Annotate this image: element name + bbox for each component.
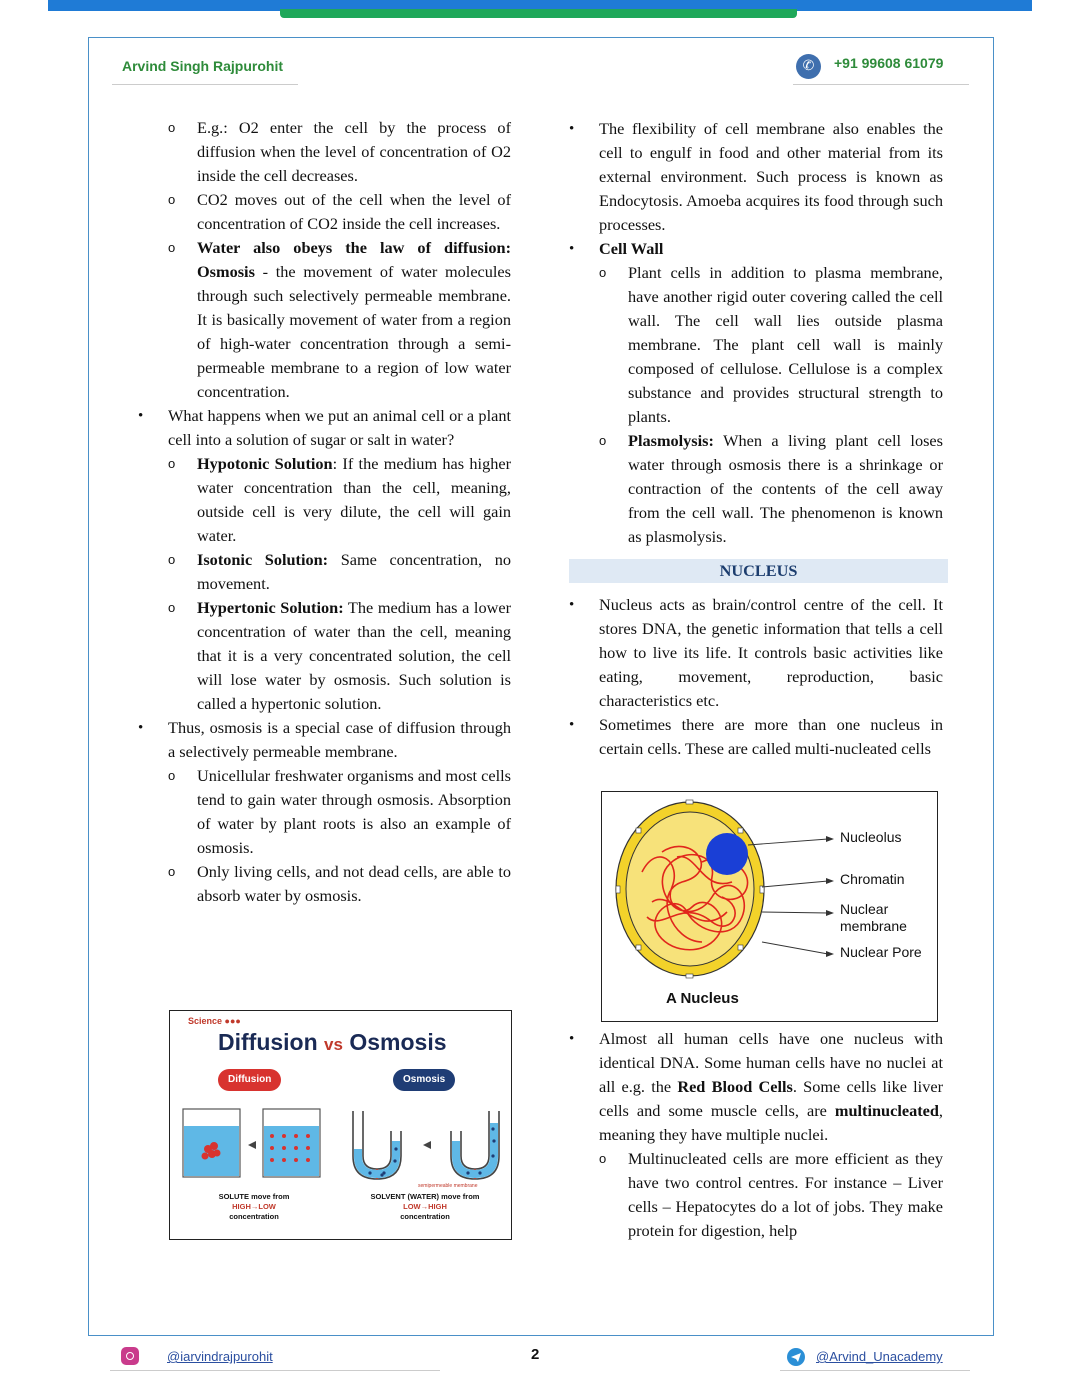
label-chromatin: Chromatin [840, 871, 905, 887]
right-column [569, 117, 943, 761]
text-run: - the movement of water molecules through such selectively permeable membrane. It is basically movement of water from a region of high-water concentration through a semi-permeable membrane to a region of low water concentration. [197, 262, 511, 401]
instagram-icon [121, 1347, 139, 1365]
label-nuclear-pore: Nuclear Pore [840, 944, 922, 960]
text-run: , meaning they have multiple nuclei. [599, 1101, 943, 1144]
text-run: The medium has a lower concentration of water than the cell, meaning that it is a very concentrated solution, the cell will lose water by osmosis. Such solution is called a hypertonic solution. [197, 598, 511, 713]
top-green-tab [280, 9, 797, 18]
diffusion-osmosis-figure [169, 1010, 512, 1240]
nucleus-caption: A Nucleus [666, 990, 739, 1007]
right-column-bottom [569, 1027, 943, 1243]
osmosis-pill: Osmosis [393, 1069, 455, 1091]
text-run: : If the medium has higher water concentration than the cell, meaning, outside cell is very dilute, the cell will gain water. [197, 454, 512, 545]
sub-bullet-item [138, 548, 511, 596]
title-osmosis: Osmosis [349, 1029, 447, 1055]
text-run: Nucleus acts as brain/control centre of the cell. It stores DNA, the genetic information that tells a cell how to live its life. It controls basic activities like eating, movement, reproduction, basic characteristics etc. [599, 595, 943, 710]
right-column-mid [569, 593, 943, 761]
sub-bullet-item [138, 236, 511, 404]
sub-bullet-item [569, 261, 943, 429]
sub-bullet-item [138, 452, 511, 548]
text-run: CO2 moves out of the cell when the level of concentration of CO2 inside the cell increases. [197, 190, 511, 233]
text-run: What happens when we put an animal cell or a plant cell into a solution of sugar or salt in water? [168, 406, 511, 449]
footer-divider-left [110, 1370, 440, 1371]
diffusion-note [200, 1192, 308, 1222]
bullet-item [569, 237, 943, 261]
author-name: Arvind Singh Rajpurohit [122, 58, 283, 74]
telegram-link[interactable]: @Arvind_Unacademy [816, 1349, 943, 1364]
bold-text: Isotonic Solution: [197, 550, 329, 569]
bold-text: Water also obeys the law of diffusion: Osmosis [197, 238, 511, 281]
bold-text: Cell Wall [599, 239, 664, 258]
text-run: Unicellular freshwater organisms and most cells tend to gain water through osmosis. Absorption of water by plant roots is also an example of osmosis. [197, 766, 511, 857]
text-run: Thus, osmosis is a special case of diffusion through a selectively permeable membrane. [168, 718, 511, 761]
diffusion-note-line3: concentration [229, 1212, 279, 1221]
nucleus-heading: NUCLEUS [569, 559, 948, 583]
left-column [138, 116, 511, 908]
sub-bullet-item [138, 860, 511, 908]
text-run: Only living cells, and not dead cells, are able to absorb water by osmosis. [197, 862, 511, 905]
bullet-item [569, 593, 943, 713]
sub-bullet-item [138, 764, 511, 860]
bold-text: Plasmolysis: [628, 431, 714, 450]
bullet-item [569, 1027, 943, 1147]
bold-text: Red Blood Cells [677, 1077, 793, 1096]
bullet-item [138, 404, 511, 452]
sub-bullet-item [569, 1147, 943, 1243]
osmosis-note [358, 1192, 492, 1222]
sub-bullet-item [138, 188, 511, 236]
header-divider-left [112, 84, 298, 85]
phone-icon: ✆ [796, 54, 821, 79]
label-arrowheads [826, 836, 834, 957]
sub-bullet-item [138, 116, 511, 188]
telegram-icon [787, 1348, 805, 1366]
phone-number: +91 99608 61079 [834, 55, 944, 71]
diffusion-note-line1: SOLUTE move from [218, 1192, 290, 1201]
text-run: . Some cells like liver cells and some muscle cells, are [599, 1077, 943, 1120]
figure-title [218, 1029, 447, 1056]
diffusion-pill: Diffusion [218, 1069, 281, 1091]
bullet-item [569, 713, 943, 761]
text-run: Sometimes there are more than one nucleus in certain cells. These are called multi-nucleated cells [599, 715, 943, 758]
page-number: 2 [531, 1346, 540, 1363]
text-run: When a living plant cell loses water through osmosis there is a shrinkage or contraction of the contents of the cell away from the cell wall. The phenomenon is known as plasmolysis. [628, 431, 943, 546]
instagram-link[interactable]: @iarvindrajpurohit [167, 1349, 273, 1364]
bullet-item [569, 117, 943, 237]
nucleolus [706, 833, 748, 875]
bold-text: Hypotonic Solution [197, 454, 333, 473]
osmosis-note-line2: LOW→HIGH [403, 1202, 447, 1211]
text-run: Same concentration, no movement. [197, 550, 511, 593]
title-vs: vs [324, 1035, 343, 1054]
diffusion-note-line2: HIGH→LOW [232, 1202, 276, 1211]
diffusion-beakers [183, 1109, 320, 1177]
text-run: E.g.: O2 enter the cell by the process of diffusion when the level of concentration of O2 inside the cell decreases. [197, 118, 511, 185]
text-run: Multinucleated cells are more efficient as they have two control centres. For instance – Liver cells – Hepatocytes do a lot of jobs. They make protein for digestion, help [628, 1149, 943, 1240]
header-divider-right [793, 84, 969, 85]
right-column-top [569, 117, 943, 549]
footer-divider-right [780, 1370, 970, 1371]
text-run: The flexibility of cell membrane also enables the cell to engulf in food and other material from its external environment. Such process is known as Endocytosis. Amoeba acquires its food through such processes. [599, 119, 943, 234]
text-run: Almost all human cells have one nucleus with identical DNA. Some human cells have no nuclei at all e.g. the [599, 1029, 943, 1096]
label-nucleolus: Nucleolus [840, 829, 902, 845]
osmosis-note-line3: concentration [400, 1212, 450, 1221]
text-run: Plant cells in addition to plasma membrane, have another rigid outer covering called the cell wall. The cell wall lies outside plasma membrane. The plant cell wall is mainly composed of cellulose. Cellulose is a complex substance and provides structural strength to plants. [628, 263, 943, 426]
label-nuclear-membrane-2: membrane [840, 918, 907, 934]
science-brand: Science ●●● [188, 1016, 241, 1026]
bold-text: multinucleated [834, 1101, 939, 1120]
osmosis-note-line1: SOLVENT (WATER) move from [370, 1192, 480, 1201]
nucleus-figure [601, 791, 938, 1022]
bold-text: Hypertonic Solution: [197, 598, 344, 617]
sub-bullet-item [569, 429, 943, 549]
title-diffusion: Diffusion [218, 1029, 318, 1055]
label-nuclear-membrane-1: Nuclear [840, 901, 889, 917]
sub-bullet-item [138, 596, 511, 716]
membrane-label: semipermeable membrane [418, 1183, 478, 1189]
bullet-item [138, 716, 511, 764]
